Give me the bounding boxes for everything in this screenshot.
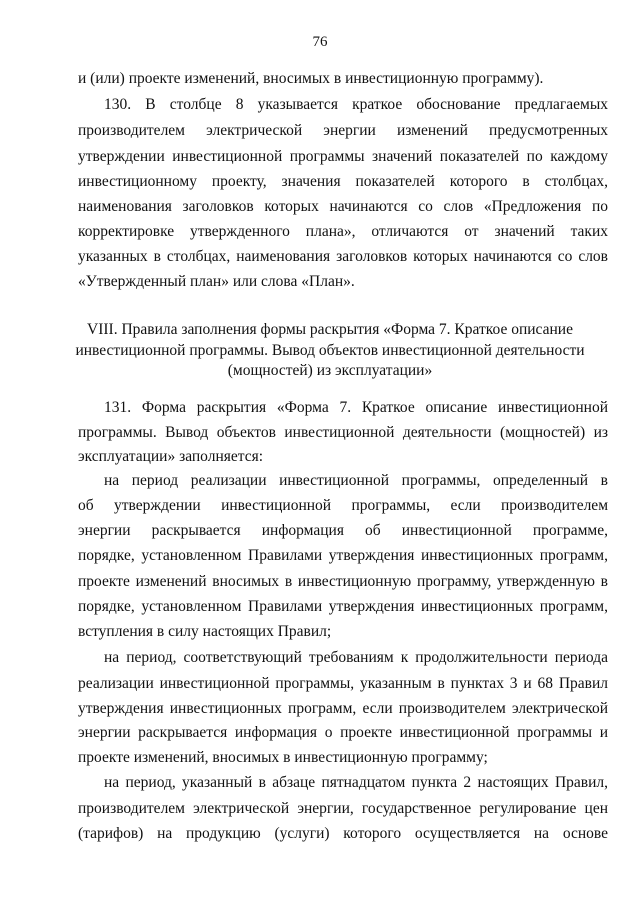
text-line: инвестиционному проекту, значения показателей которого в столбцах,	[78, 173, 608, 190]
text-line: энергии раскрывается информация о проекте инвестиционной программы и	[78, 724, 608, 741]
text-line: на период, соответствующий требованиям к продолжительности периода	[104, 649, 608, 666]
text-line: корректировке утвержденного плана», отличаются от значений таких	[78, 223, 608, 240]
text-line: проекте изменений вносимых в инвестиционную программу, утвержденную в	[78, 573, 608, 590]
text-line: на период, указанный в абзаце пятнадцатом пункта 2 настоящих Правил,	[104, 774, 608, 791]
text-line: на период реализации инвестиционной программы, определенный в	[104, 472, 608, 489]
text-line: энергии раскрывается информация об инвестиционной программе,	[78, 522, 608, 539]
text-line: и (или) проекте изменений, вносимых в инвестиционную программу).	[78, 70, 544, 87]
text-line: 130. В столбце 8 указывается краткое обоснование предлагаемых	[104, 96, 608, 113]
section-heading-line: (мощностей) из эксплуатации»	[227, 362, 433, 379]
text-line: вступления в силу настоящих Правил;	[78, 623, 332, 640]
text-line: порядке, установленном Правилами утверждения инвестиционных программ,	[78, 598, 608, 615]
text-line: утверждения инвестиционных программ, если производителем электрической	[78, 700, 608, 717]
text-line: производителем электрической энергии, государственное регулирование цен	[78, 800, 608, 817]
text-line: об утверждении инвестиционной программы, если производителем	[78, 497, 608, 514]
text-line: порядке, установленном Правилами утверждения инвестиционных программ,	[78, 547, 608, 564]
text-line: (тарифов) на продукцию (услуги) которого осуществляется на основе	[78, 825, 608, 842]
section-heading-line: инвестиционной программы. Вывод объектов инвестиционной деятельности	[75, 342, 585, 359]
text-line: указанных в столбцах, наименования заголовков которых начинаются со слов	[78, 248, 608, 265]
text-line: программы. Вывод объектов инвестиционной деятельности (мощностей) из	[78, 424, 608, 441]
text-line: проекте изменений, вносимых в инвестиционную программу;	[78, 749, 488, 766]
text-line: «Утвержденный план» или слова «План».	[78, 273, 355, 290]
text-line: производителем электрической энергии изменений предусмотренных	[78, 122, 608, 139]
text-line: реализации инвестиционной программы, указанным в пунктах 3 и 68 Правил	[78, 675, 608, 692]
text-line: эксплуатации» заполняется:	[78, 448, 264, 465]
page-number: 76	[312, 34, 328, 50]
text-line: 131. Форма раскрытия «Форма 7. Краткое описание инвестиционной	[104, 399, 608, 416]
text-line: утверждении инвестиционной программы значений показателей по каждому	[78, 148, 608, 165]
section-heading-line: VIII. Правила заполнения формы раскрытия «Форма 7. Краткое описание	[87, 321, 573, 338]
text-line: наименования заголовков которых начинаются со слов «Предложения по	[78, 198, 608, 215]
